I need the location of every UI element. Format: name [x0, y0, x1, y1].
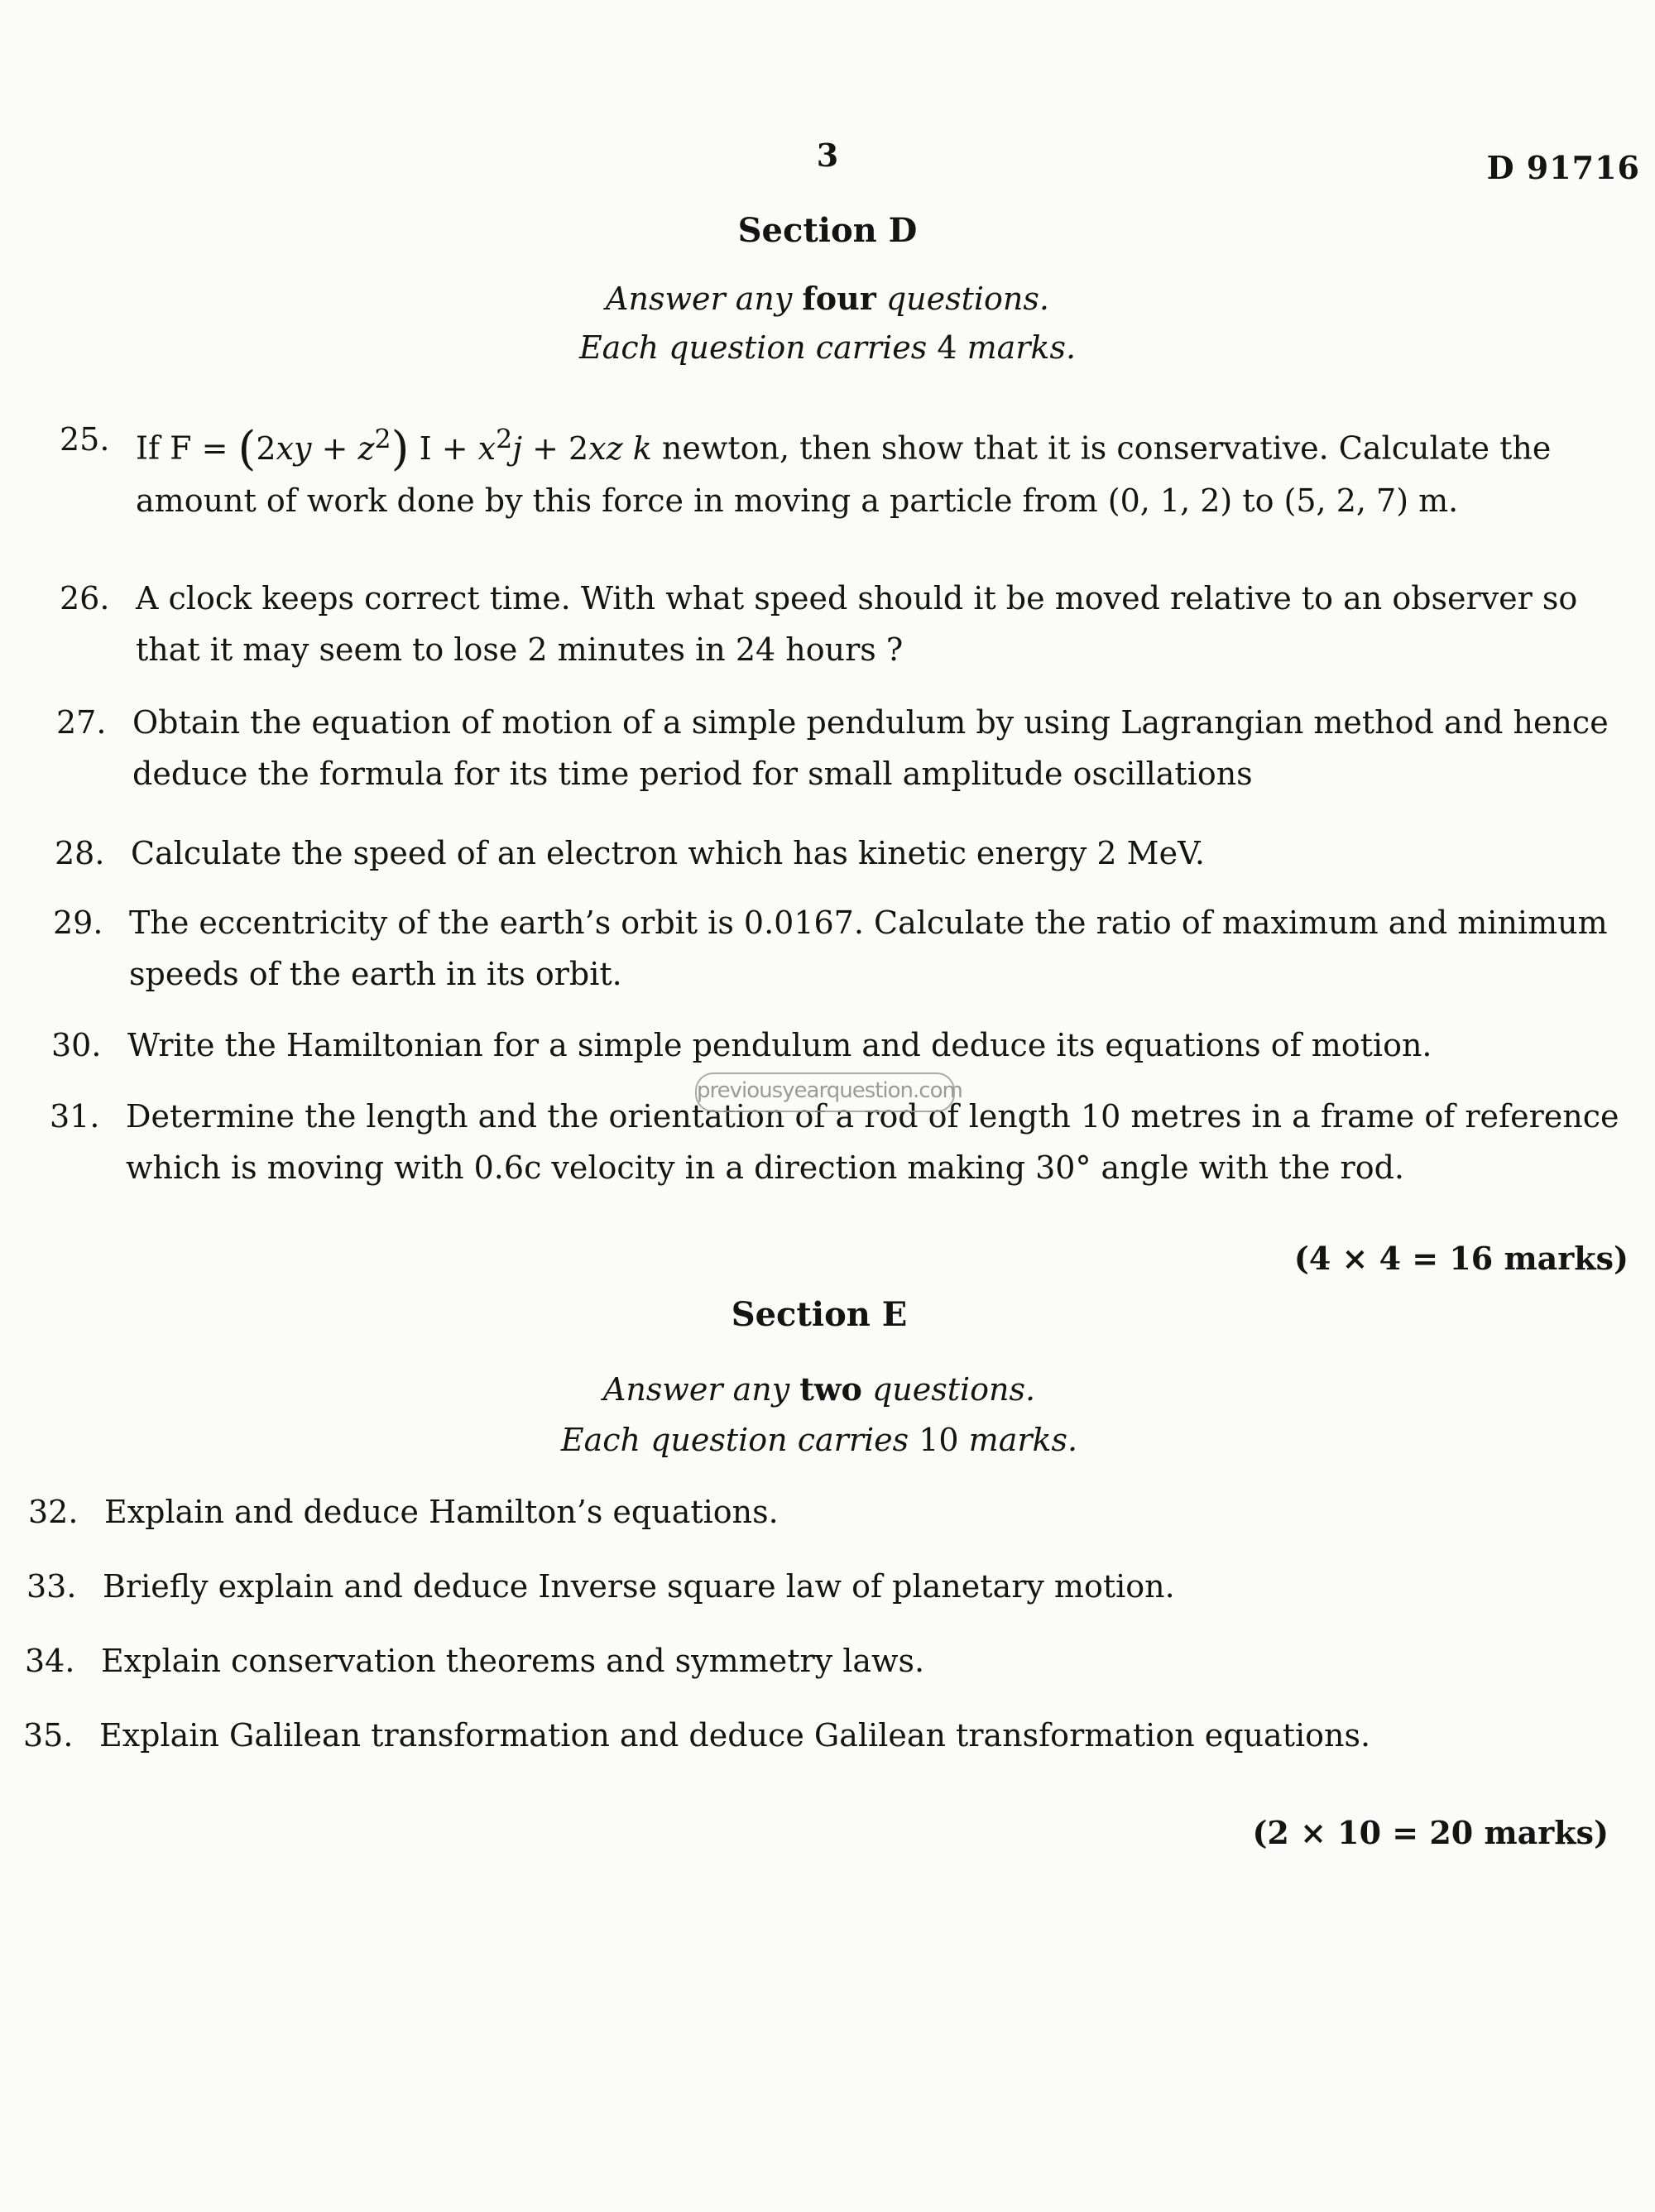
section-d-instruction-1: Answer any four questions. — [606, 280, 1049, 317]
question-27: 27. Obtain the equation of motion of a simple pendulum by using Lagrangian method and hence deduce the formula for its time period for small amplitude oscillations — [56, 704, 1609, 792]
question-26: 26. A clock keeps correct time. With what speed should it be moved relative to an observer so that it may seem to lose 2 minutes in 24 hours ? — [60, 580, 1578, 668]
question-30: 30. Write the Hamiltonian for a simple pendulum and deduce its equations of motion. — [51, 1027, 1432, 1063]
question-33: 33. Briefly explain and deduce Inverse square law of planetary motion. — [26, 1568, 1175, 1605]
question-29: 29. The eccentricity of the earth’s orbit is 0.0167. Calculate the ratio of maximum and minimum speeds of the earth in its orbit. — [53, 904, 1608, 992]
watermark-stamp: previousyearquestion.com — [695, 1072, 955, 1112]
page-number: 3 — [816, 137, 839, 174]
question-32: 32. Explain and deduce Hamilton’s equations. — [28, 1494, 779, 1530]
question-28: 28. Calculate the speed of an electron which has kinetic energy 2 MeV. — [55, 835, 1205, 871]
question-31: 31. Determine the length and the orientation of a rod of length 10 metres in a frame of reference which is moving with 0.6c velocity in a direction making 30° angle with the rod. — [50, 1098, 1619, 1186]
section-e-instruction-1: Answer any two questions. — [602, 1370, 1036, 1408]
section-e-instruction-2: Each question carries 10 marks. — [560, 1422, 1078, 1458]
paper-code: D 91716 — [1486, 149, 1640, 186]
force-equation: $(2xy + z^2)$ $I + x^2j + 2xz$ k — [237, 421, 652, 476]
question-34: 34. Explain conservation theorems and symmetry laws. — [25, 1643, 925, 1679]
section-d-marks: (4 × 4 = 16 marks) — [1293, 1240, 1629, 1277]
question-25: 25. If $F = (2xy + z^2)$ $I + x^2j + 2xz$ k newton, then show that it is conservative. Calculate the amount of work done by this force in moving a particle from (0, 1, 2) to (5, 2, 7) m. — [60, 421, 1552, 519]
section-d-title: Section D — [737, 211, 918, 250]
question-35: 35. Explain Galilean transformation and deduce Galilean transformation equations. — [23, 1717, 1371, 1754]
section-e-marks: (2 × 10 = 20 marks) — [1252, 1814, 1609, 1851]
section-d-instruction-2: Each question carries 4 marks. — [578, 329, 1077, 366]
section-e-title: Section E — [731, 1295, 908, 1334]
